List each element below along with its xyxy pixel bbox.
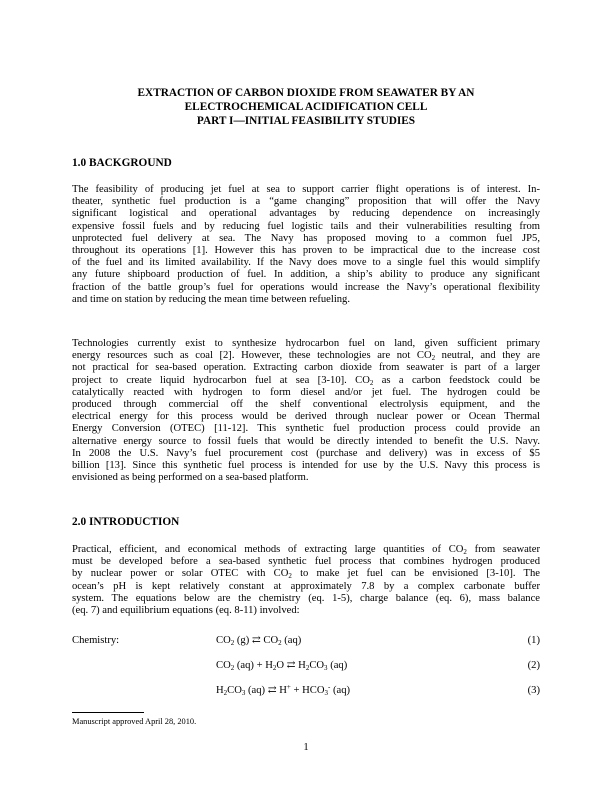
equation-number: (1) [527, 635, 540, 646]
background-paragraph-2 [72, 338, 540, 484]
text-line: fraction of the battle group’s fuel for operations would increase the Navy’s operational flexibility [72, 281, 540, 293]
text-line: produced through commercial off the shelf conventional electrolysis equipment, and the [72, 398, 540, 410]
introduction-paragraph [72, 544, 540, 617]
footnote: Manuscript approved April 28, 2010. [72, 717, 197, 726]
text-line: alternative energy source to fossil fuels that would be directly intended to benefit the U.S. Navy. [72, 435, 540, 447]
equation-body: $CO_2$ (g) ⇄ $CO_2$ (aq) [216, 635, 302, 647]
text-line: catalytically reacted with hydrogen to form diesel and/or jet fuel. The hydrogen could be [72, 386, 540, 398]
text-line: of the fuel and its limited availability. If the Navy does move to a single fuel this would simplify [72, 257, 540, 269]
page-number: 1 [303, 742, 309, 753]
title-line-3: PART I—INITIAL FEASIBILITY STUDIES [196, 115, 416, 127]
section-heading-introduction: 2.0 INTRODUCTION [72, 516, 180, 528]
text-line: Energy Conversion (OTEC) [11-12]. This synthetic fuel production process could provide an [72, 423, 540, 435]
equations-label: Chemistry: [72, 635, 120, 646]
equation-body: $H_2CO_3$ (aq) ⇄ $H^+ + HCO_3^-$ (aq) [216, 683, 351, 697]
text-line: expensive fossil fuels and by reducing fuel logistic tails and their vulnerabilities resulting from [72, 220, 540, 232]
text-line: project to create liquid hydrocarbon fuel at sea [3-10]. $CO_2$ as a carbon feedstock could be [72, 374, 540, 387]
text-line: not practical for sea-based operation. Extracting carbon dioxide from seawater is part of a larger [72, 362, 540, 374]
text-line: envisioned as being performed on a sea-based platform. [72, 472, 309, 484]
text-line: In 2008 the U.S. Navy’s fuel procurement cost (purchase and delivery) was in excess of $5 [72, 447, 540, 459]
title-line-1: EXTRACTION OF CARBON DIOXIDE FROM SEAWATER BY AN [137, 87, 475, 99]
text-line: (eq. 7) and equilibrium equations (eq. 8-11) involved: [72, 604, 300, 616]
equation-1 [72, 634, 540, 648]
footnote-divider [72, 712, 144, 713]
text-line: electrical energy for this process would be derived through nuclear power or Ocean Thermal [72, 411, 540, 423]
equation-number: (2) [527, 660, 540, 671]
text-line: Practical, efficient, and economical methods of extracting large quantities of $CO_2$ from seawater [72, 544, 540, 556]
title-line-2: ELECTROCHEMICAL ACIDIFICATION CELL [184, 101, 428, 113]
background-paragraph-1 [72, 184, 540, 306]
text-line: energy resources such as coal [2]. However, these technologies are not $CO_2$ neutral, and they are [72, 350, 540, 363]
text-line: Technologies currently exist to synthesize hydrocarbon fuel on land, given sufficient primary [72, 338, 540, 349]
text-line: and time on station by reducing the mean time between refueling. [72, 293, 350, 305]
text-line: throughout its operations [1]. However this has proven to be impractical due to the increase cost [72, 244, 540, 256]
text-line: must be developed before a sea-based synthetic fuel process that combines hydrogen produced [72, 556, 540, 568]
equation-2 [72, 659, 540, 673]
text-line: unprotected fuel delivery at sea. The Navy has proposed moving to a common fuel JP5, [72, 232, 540, 244]
text-line: theater, synthetic fuel production is a “game changing” proposition that will offer the Navy [72, 196, 540, 208]
section-heading-background: 1.0 BACKGROUND [72, 157, 172, 169]
text-line: The feasibility of producing jet fuel at sea to support carrier flight operations is of interest. In- [72, 184, 540, 195]
text-line: by nuclear power or solar OTEC with $CO_2$ to make jet fuel can be envisioned [3-10]. The [72, 568, 541, 581]
equation-number: (3) [527, 685, 540, 696]
text-line: any future shipboard production of fuel. In addition, a ship’s ability to produce any significant [72, 269, 540, 281]
text-line: significant logistical and operational advantages by reducing dependence on increasingly [72, 208, 540, 220]
equation-3 [72, 684, 540, 698]
equation-body: $CO_2$ $(aq) + H_2O$ ⇄ $H_2CO_3$ (aq) [216, 660, 348, 672]
text-line: system. The equations below are the chemistry (eq. 1-5), charge balance (eq. 6), mass balance [72, 592, 540, 604]
text-line: ocean’s pH is kept relatively constant at approximately 7.8 by a complex carbonate buffer [72, 580, 540, 592]
text-line: billion [13]. Since this synthetic fuel process is intended for use by the U.S. Navy this process is [72, 459, 540, 471]
paper-title [72, 86, 540, 128]
